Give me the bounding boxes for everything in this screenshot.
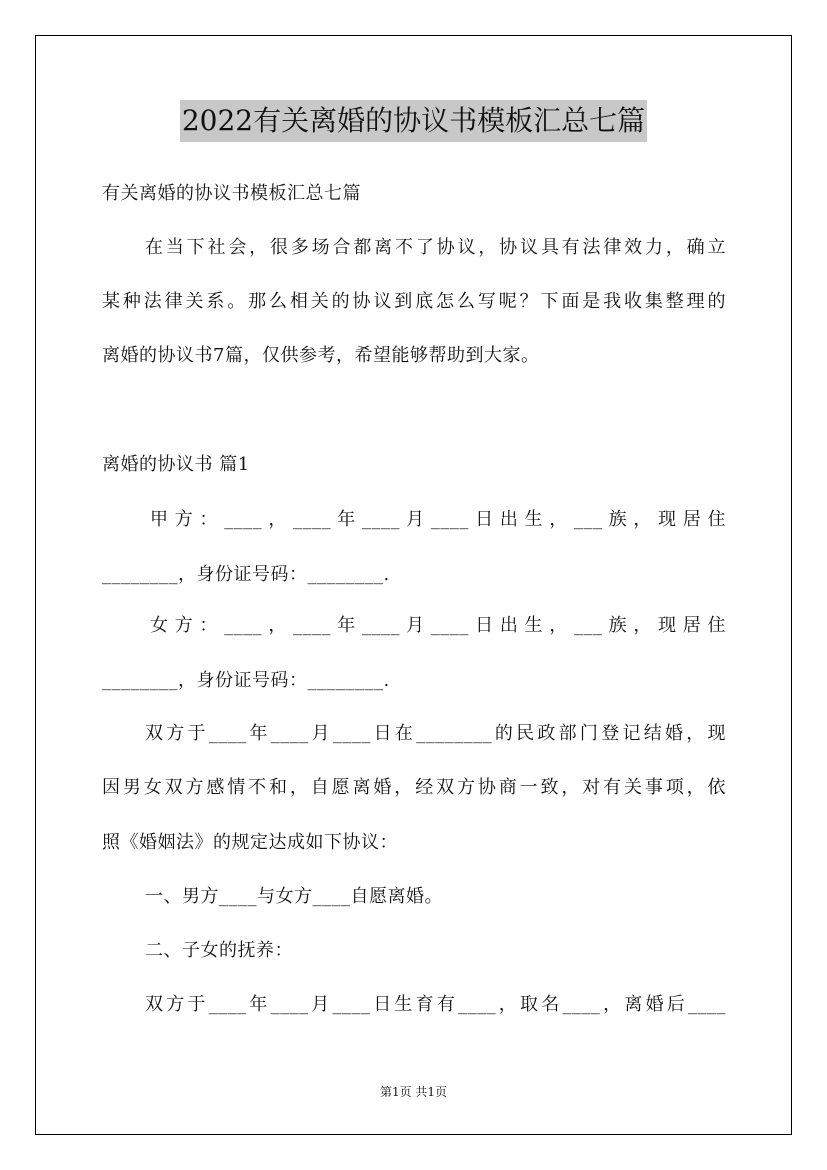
- marriage-line-2: 因男女双方感情不和，自愿离婚，经双方协商一致，对有关事项，依: [102, 777, 726, 798]
- clause-2-text: 双方于____年____月____日生育有____，取名____，离婚后____: [145, 994, 726, 1015]
- section-heading: 离婚的协议书 篇1: [102, 454, 250, 475]
- subtitle: 有关离婚的协议书模板汇总七篇: [102, 183, 361, 204]
- marriage-line-3: 照《婚姻法》的规定达成如下协议：: [102, 832, 398, 853]
- intro-line-1: 在当下社会，很多场合都离不了协议，协议具有法律效力，确立: [145, 237, 726, 258]
- intro-line-3: 离婚的协议书7篇，仅供参考，希望能够帮助到大家。: [102, 345, 540, 366]
- document-title: 2022有关离婚的协议书模板汇总七篇: [180, 100, 647, 142]
- clause-1: 一、男方____与女方____自愿离婚。: [145, 886, 443, 907]
- marriage-line-1: 双方于____年____月____日在________的民政部门登记结婚，现: [145, 723, 726, 744]
- page-footer: 第1页 共1页: [379, 1085, 448, 1099]
- intro-line-2: 某种法律关系。那么相关的协议到底怎么写呢？下面是我收集整理的: [102, 291, 726, 312]
- party-b-line-1: 女方：____，____年____月____日出生，___族，现居住: [150, 615, 726, 636]
- party-a-line-1: 甲方：____，____年____月____日出生，___族，现居住: [150, 509, 726, 530]
- title-container: [0, 100, 827, 142]
- party-a-line-2: ________，身份证号码：________.: [102, 564, 390, 585]
- party-b-line-2: ________，身份证号码：________.: [102, 670, 390, 691]
- clause-2-heading: 二、子女的抚养：: [145, 940, 293, 961]
